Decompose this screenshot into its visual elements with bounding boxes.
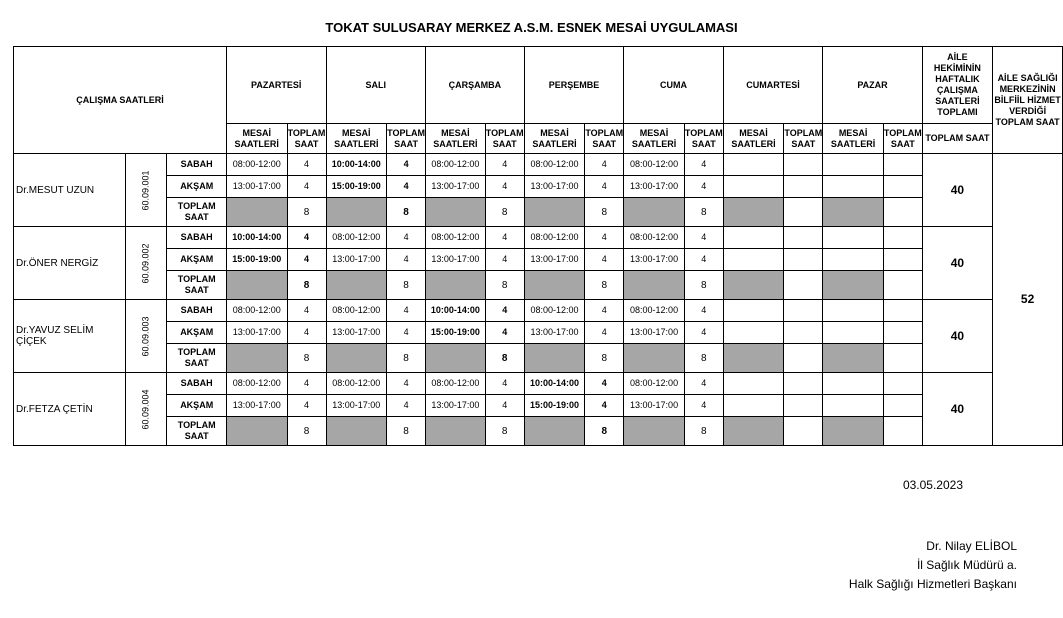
shaded-cell: [426, 198, 486, 227]
day-total: 8: [387, 271, 426, 300]
shift-hours: 4: [287, 322, 326, 344]
shaded-cell: [624, 198, 685, 227]
mesai-header: MESAİ SAATLERİ: [624, 124, 685, 154]
day-total: 8: [387, 198, 426, 227]
shift-hours: 4: [387, 176, 426, 198]
day-total: 8: [585, 271, 624, 300]
slot-label-morning: SABAH: [167, 227, 226, 249]
shift-hours: 4: [287, 300, 326, 322]
day-total: 8: [585, 344, 624, 373]
shift-time: 15:00-19:00: [524, 395, 585, 417]
empty-shift-hours: [784, 373, 823, 395]
doctor-morning-row: [14, 300, 1063, 322]
day-total: 8: [287, 198, 326, 227]
day-total: 8: [585, 417, 624, 446]
empty-shift-time: [823, 373, 884, 395]
doctor-total-row: [14, 198, 1063, 227]
signature-block: [849, 537, 1017, 594]
shift-time: 13:00-17:00: [524, 322, 585, 344]
empty-shift-hours: [883, 154, 922, 176]
shaded-cell: [426, 271, 486, 300]
mesai-header: MESAİ SAATLERİ: [823, 124, 884, 154]
shift-hours: 4: [387, 300, 426, 322]
shift-time: 15:00-19:00: [326, 176, 387, 198]
empty-shift-time: [723, 227, 784, 249]
shaded-cell: [624, 344, 685, 373]
empty-shift-time: [823, 322, 884, 344]
shift-hours: 4: [585, 300, 624, 322]
shift-hours: 4: [585, 249, 624, 271]
center-total-header: AİLE SAĞLIĞI MERKEZİNİN BİLFİİL HİZMET VERDİĞİ TOPLAM SAAT: [993, 47, 1063, 154]
empty-day-total: [784, 198, 823, 227]
empty-day-total: [784, 344, 823, 373]
day-header: CUMARTESİ: [723, 47, 823, 124]
day-header: PAZARTESİ: [226, 47, 326, 124]
day-total: 8: [585, 198, 624, 227]
doctor-code-text: 60.09.001: [140, 169, 151, 211]
day-total: 8: [684, 344, 723, 373]
day-total: 8: [485, 198, 524, 227]
shift-time: 08:00-12:00: [426, 227, 486, 249]
shift-hours: 4: [287, 227, 326, 249]
shift-time: 10:00-14:00: [226, 227, 287, 249]
signer-name: Dr. Nilay ELİBOL: [926, 539, 1017, 553]
slot-label-total: TOPLAM SAAT: [167, 344, 226, 373]
empty-shift-hours: [883, 227, 922, 249]
shift-hours: 4: [684, 249, 723, 271]
empty-shift-time: [823, 249, 884, 271]
shift-time: 08:00-12:00: [326, 227, 387, 249]
day-total: 8: [287, 271, 326, 300]
mesai-header: MESAİ SAATLERİ: [524, 124, 585, 154]
empty-day-total: [883, 344, 922, 373]
empty-shift-hours: [784, 395, 823, 417]
day-total: 8: [287, 344, 326, 373]
slot-label-evening: AKŞAM: [167, 176, 226, 198]
empty-day-total: [784, 271, 823, 300]
empty-shift-time: [823, 176, 884, 198]
shaded-cell: [326, 417, 387, 446]
day-header: PERŞEMBE: [524, 47, 624, 124]
empty-shift-time: [723, 322, 784, 344]
shaded-cell: [823, 417, 884, 446]
toplam-header: TOPLAM SAAT: [684, 124, 723, 154]
shaded-cell: [226, 417, 287, 446]
shift-hours: 4: [387, 322, 426, 344]
shift-hours: 4: [684, 322, 723, 344]
shaded-cell: [524, 271, 585, 300]
shift-time: 10:00-14:00: [524, 373, 585, 395]
shift-time: 13:00-17:00: [624, 176, 685, 198]
shift-hours: 4: [387, 154, 426, 176]
shift-time: 08:00-12:00: [326, 373, 387, 395]
signer-role: İl Sağlık Müdürü a.: [916, 558, 1017, 572]
shift-time: 08:00-12:00: [226, 300, 287, 322]
toplam-header: TOPLAM SAAT: [387, 124, 426, 154]
document-date: 03.05.2023: [902, 478, 963, 492]
day-header: SALI: [326, 47, 426, 124]
shift-time: 13:00-17:00: [426, 249, 486, 271]
slot-label-total: TOPLAM SAAT: [167, 198, 226, 227]
shift-time: 13:00-17:00: [226, 322, 287, 344]
empty-shift-hours: [883, 322, 922, 344]
empty-shift-hours: [784, 322, 823, 344]
toplam-header: TOPLAM SAAT: [485, 124, 524, 154]
shift-hours: 4: [585, 395, 624, 417]
empty-shift-hours: [883, 373, 922, 395]
mesai-header: MESAİ SAATLERİ: [226, 124, 287, 154]
empty-shift-hours: [784, 176, 823, 198]
header-row-days: [14, 47, 1063, 124]
shaded-cell: [524, 344, 585, 373]
doctor-code: [126, 373, 167, 446]
doctor-code: [126, 227, 167, 300]
shift-time: 08:00-12:00: [524, 154, 585, 176]
shift-time: 13:00-17:00: [624, 249, 685, 271]
empty-day-total: [883, 271, 922, 300]
empty-shift-time: [823, 227, 884, 249]
shift-time: 08:00-12:00: [226, 373, 287, 395]
shift-hours: 4: [287, 176, 326, 198]
shaded-cell: [524, 417, 585, 446]
doctor-total-row: [14, 344, 1063, 373]
toplam-header: TOPLAM SAAT: [287, 124, 326, 154]
weekly-total: 40: [922, 300, 992, 373]
slot-label-evening: AKŞAM: [167, 249, 226, 271]
shift-time: 08:00-12:00: [326, 300, 387, 322]
slot-label-morning: SABAH: [167, 154, 226, 176]
shift-hours: 4: [684, 395, 723, 417]
shift-time: 08:00-12:00: [524, 227, 585, 249]
doctor-total-row: [14, 271, 1063, 300]
day-header: ÇARŞAMBA: [426, 47, 525, 124]
empty-shift-time: [723, 395, 784, 417]
shift-time: 13:00-17:00: [326, 395, 387, 417]
shaded-cell: [723, 344, 784, 373]
empty-shift-time: [723, 176, 784, 198]
doctor-name: Dr.FETZA ÇETİN: [14, 373, 126, 446]
shift-hours: 4: [485, 300, 524, 322]
shift-hours: 4: [485, 249, 524, 271]
empty-shift-hours: [883, 249, 922, 271]
slot-label-total: TOPLAM SAAT: [167, 271, 226, 300]
day-total: 8: [485, 344, 524, 373]
empty-day-total: [883, 417, 922, 446]
shaded-cell: [226, 344, 287, 373]
shift-time: 08:00-12:00: [624, 227, 685, 249]
shaded-cell: [326, 344, 387, 373]
center-total: 52: [993, 154, 1063, 446]
shift-time: 08:00-12:00: [524, 300, 585, 322]
shaded-cell: [723, 198, 784, 227]
shift-time: 10:00-14:00: [426, 300, 486, 322]
shift-time: 15:00-19:00: [226, 249, 287, 271]
shift-time: 10:00-14:00: [326, 154, 387, 176]
shift-hours: 4: [287, 154, 326, 176]
shaded-cell: [226, 198, 287, 227]
shift-hours: 4: [387, 227, 426, 249]
shift-time: 15:00-19:00: [426, 322, 486, 344]
empty-shift-hours: [784, 154, 823, 176]
shift-hours: 4: [287, 373, 326, 395]
shaded-cell: [326, 271, 387, 300]
shift-time: 08:00-12:00: [226, 154, 287, 176]
shaded-cell: [624, 417, 685, 446]
shaded-cell: [823, 271, 884, 300]
empty-shift-hours: [883, 176, 922, 198]
shift-time: 13:00-17:00: [624, 395, 685, 417]
shaded-cell: [226, 271, 287, 300]
shift-time: 13:00-17:00: [426, 395, 486, 417]
empty-shift-time: [823, 395, 884, 417]
slot-label-morning: SABAH: [167, 300, 226, 322]
shift-time: 13:00-17:00: [326, 249, 387, 271]
work-hours-header: ÇALIŞMA SAATLERİ: [14, 47, 227, 154]
shift-hours: 4: [585, 373, 624, 395]
doctor-code-text: 60.09.003: [140, 315, 151, 357]
doctor-code-text: 60.09.004: [140, 388, 151, 430]
mesai-header: MESAİ SAATLERİ: [426, 124, 486, 154]
doctor-morning-row: [14, 373, 1063, 395]
shaded-cell: [624, 271, 685, 300]
day-total: 8: [684, 417, 723, 446]
weekly-total: 40: [922, 227, 992, 300]
doctor-code-text: 60.09.002: [140, 242, 151, 284]
day-total: 8: [387, 417, 426, 446]
toplam-header: TOPLAM SAAT: [585, 124, 624, 154]
empty-shift-hours: [883, 300, 922, 322]
shift-hours: 4: [684, 373, 723, 395]
shift-time: 13:00-17:00: [524, 249, 585, 271]
empty-shift-hours: [883, 395, 922, 417]
shaded-cell: [723, 271, 784, 300]
doctor-code: [126, 154, 167, 227]
day-header: CUMA: [624, 47, 723, 124]
shift-hours: 4: [485, 227, 524, 249]
day-total: 8: [684, 198, 723, 227]
day-header: PAZAR: [823, 47, 922, 124]
shaded-cell: [426, 344, 486, 373]
shift-hours: 4: [485, 176, 524, 198]
shift-hours: 4: [287, 249, 326, 271]
shift-time: 13:00-17:00: [326, 322, 387, 344]
shaded-cell: [426, 417, 486, 446]
doctor-morning-row: [14, 227, 1063, 249]
shaded-cell: [823, 198, 884, 227]
signer-department: Halk Sağlığı Hizmetleri Başkanı: [848, 577, 1017, 591]
doctor-total-row: [14, 417, 1063, 446]
shift-hours: 4: [585, 322, 624, 344]
shift-hours: 4: [387, 249, 426, 271]
shift-hours: 4: [485, 154, 524, 176]
schedule-table: [13, 46, 1063, 446]
page-title: TOKAT SULUSARAY MERKEZ A.S.M. ESNEK MESAİ UYGULAMASI: [325, 20, 738, 35]
shift-time: 13:00-17:00: [426, 176, 486, 198]
shift-time: 13:00-17:00: [226, 176, 287, 198]
shift-hours: 4: [387, 395, 426, 417]
weekly-total-header: AİLE HEKİMİNİN HAFTALIK ÇALIŞMA SAATLERİ TOPLAMI: [922, 47, 992, 124]
empty-day-total: [784, 417, 823, 446]
shift-hours: 4: [684, 176, 723, 198]
empty-shift-time: [723, 249, 784, 271]
mesai-header: MESAİ SAATLERİ: [723, 124, 784, 154]
empty-shift-time: [723, 154, 784, 176]
day-total: 8: [287, 417, 326, 446]
shift-time: 13:00-17:00: [524, 176, 585, 198]
shift-hours: 4: [585, 227, 624, 249]
shift-time: 08:00-12:00: [426, 154, 486, 176]
shift-hours: 4: [485, 322, 524, 344]
day-total: 8: [485, 271, 524, 300]
empty-shift-hours: [784, 249, 823, 271]
shift-hours: 4: [485, 373, 524, 395]
weekly-total: 40: [922, 373, 992, 446]
weekly-total: 40: [922, 154, 992, 227]
doctor-morning-row: [14, 154, 1063, 176]
doctor-name: Dr.MESUT UZUN: [14, 154, 126, 227]
day-total: 8: [485, 417, 524, 446]
shift-time: 08:00-12:00: [624, 154, 685, 176]
shift-hours: 4: [684, 227, 723, 249]
toplam-header: TOPLAM SAAT: [784, 124, 823, 154]
slot-label-evening: AKŞAM: [167, 322, 226, 344]
day-total: 8: [387, 344, 426, 373]
shift-time: 08:00-12:00: [624, 300, 685, 322]
shift-time: 08:00-12:00: [624, 373, 685, 395]
shaded-cell: [723, 417, 784, 446]
day-total: 8: [684, 271, 723, 300]
weekly-sub-header: TOPLAM SAAT: [922, 124, 992, 154]
doctor-evening-row: [14, 395, 1063, 417]
shaded-cell: [524, 198, 585, 227]
shift-hours: 4: [585, 154, 624, 176]
shift-hours: 4: [684, 154, 723, 176]
doctor-evening-row: [14, 322, 1063, 344]
empty-shift-hours: [784, 300, 823, 322]
toplam-header: TOPLAM SAAT: [883, 124, 922, 154]
empty-shift-time: [723, 373, 784, 395]
shift-hours: 4: [585, 176, 624, 198]
doctor-name: Dr.YAVUZ SELİM ÇİÇEK: [14, 300, 126, 373]
slot-label-evening: AKŞAM: [167, 395, 226, 417]
shift-time: 08:00-12:00: [426, 373, 486, 395]
slot-label-total: TOPLAM SAAT: [167, 417, 226, 446]
doctor-name: Dr.ÖNER NERGİZ: [14, 227, 126, 300]
shift-time: 13:00-17:00: [624, 322, 685, 344]
empty-shift-time: [823, 154, 884, 176]
shift-hours: 4: [387, 373, 426, 395]
shaded-cell: [326, 198, 387, 227]
slot-label-morning: SABAH: [167, 373, 226, 395]
empty-day-total: [883, 198, 922, 227]
shaded-cell: [823, 344, 884, 373]
doctor-evening-row: [14, 249, 1063, 271]
shift-hours: 4: [485, 395, 524, 417]
empty-shift-hours: [784, 227, 823, 249]
shift-hours: 4: [684, 300, 723, 322]
mesai-header: MESAİ SAATLERİ: [326, 124, 387, 154]
empty-shift-time: [823, 300, 884, 322]
shift-hours: 4: [287, 395, 326, 417]
shift-time: 13:00-17:00: [226, 395, 287, 417]
doctor-evening-row: [14, 176, 1063, 198]
empty-shift-time: [723, 300, 784, 322]
doctor-code: [126, 300, 167, 373]
